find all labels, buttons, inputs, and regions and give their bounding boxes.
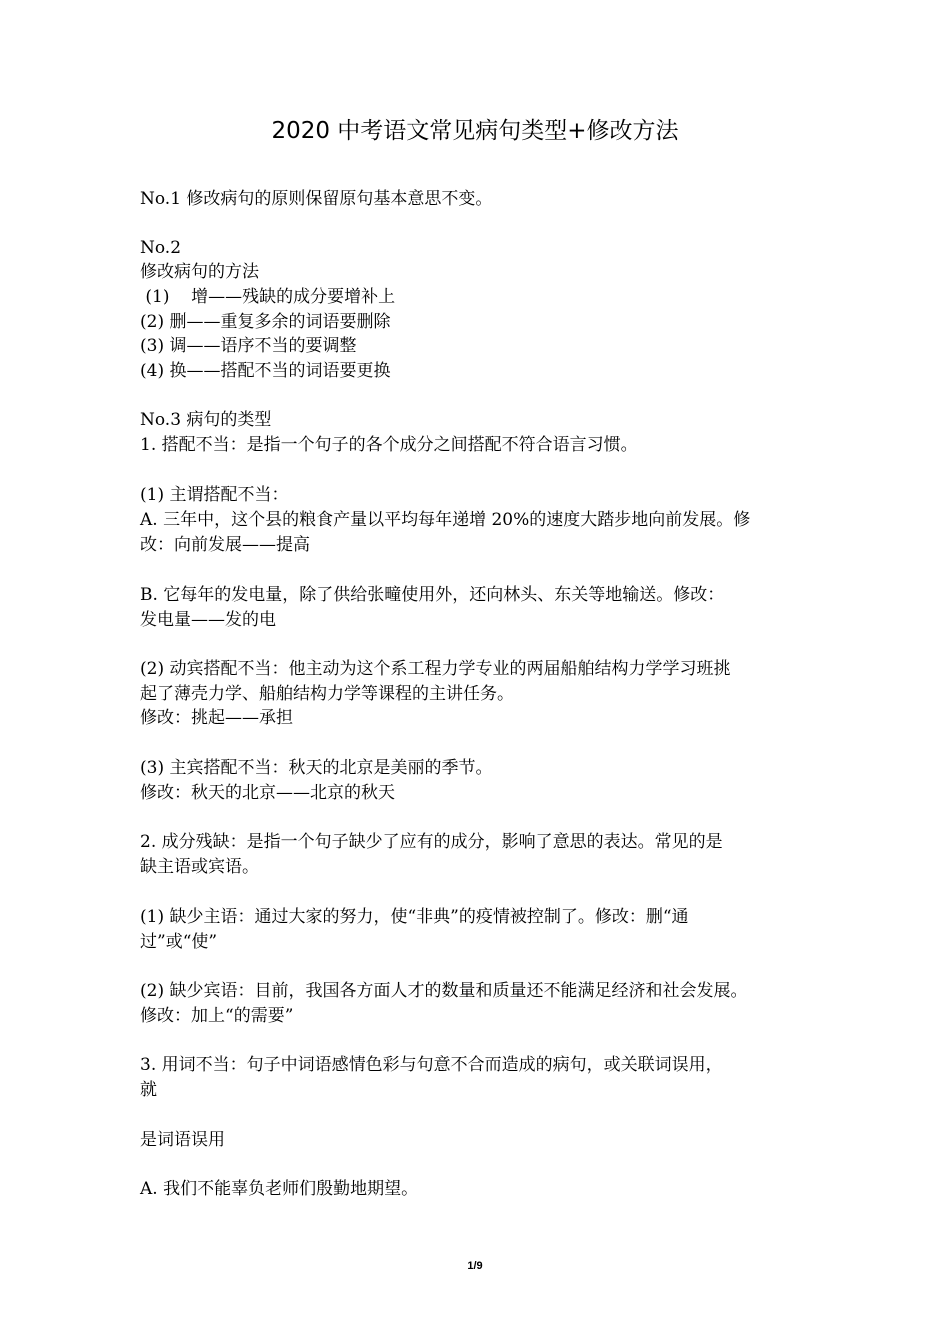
text-line: (2) 删——重复多余的词语要删除	[140, 312, 391, 332]
text-line: (2) 动宾搭配不当：他主动为这个系工程力学专业的两届船舶结构力学学习班挑	[140, 659, 731, 679]
text-line: 起了薄壳力学、船舶结构力学等课程的主讲任务。	[140, 684, 514, 704]
text-line: No.1 修改病句的原则保留原句基本意思不变。	[140, 189, 493, 209]
text-line: (3) 调——语序不当的要调整	[140, 336, 357, 356]
text-line: 就	[140, 1080, 157, 1100]
text-line: No.2	[140, 238, 182, 258]
text-line: 修改：加上“的需要”	[140, 1006, 294, 1026]
page-number: 1/9	[467, 1260, 483, 1272]
text-line: 修改病句的方法	[140, 262, 259, 282]
text-line: B. 它每年的发电量，除了供给张疃使用外，还向林头、东关等地输送。修改：	[140, 585, 725, 605]
text-line: 1. 搭配不当：是指一个句子的各个成分之间搭配不符合语言习惯。	[140, 435, 638, 455]
text-line: (1) 主谓搭配不当：	[140, 485, 289, 505]
text-line: (3) 主宾搭配不当：秋天的北京是美丽的季节。	[140, 758, 493, 778]
text-line: (4) 换——搭配不当的词语要更换	[140, 361, 391, 381]
text-line: (1) 缺少主语：通过大家的努力，使“非典”的疫情被控制了。修改：删“通	[140, 907, 689, 927]
text-line: 修改：秋天的北京——北京的秋天	[140, 783, 395, 803]
text-line: 修改：挑起——承担	[140, 708, 293, 728]
text-line: A. 我们不能辜负老师们殷勤地期望。	[140, 1179, 419, 1199]
text-line: 发电量——发的电	[140, 610, 276, 630]
text-line: 2. 成分残缺：是指一个句子缺少了应有的成分，影响了意思的表达。常见的是	[140, 832, 723, 852]
text-line: 过”或“使”	[140, 932, 218, 952]
text-line: 缺主语或宾语。	[140, 857, 259, 877]
text-line: (2) 缺少宾语：目前，我国各方面人才的数量和质量还不能满足经济和社会发展。	[140, 981, 748, 1001]
text-line: No.3 病句的类型	[140, 410, 272, 430]
document-title: 2020 中考语文常见病句类型+修改方法	[271, 118, 679, 144]
text-line: 改：向前发展——提高	[140, 535, 310, 555]
text-line: A. 三年中，这个县的粮食产量以平均每年递增 20%的速度大踏步地向前发展。修	[140, 510, 751, 530]
text-line: (1) 增——残缺的成分要增补上	[140, 287, 396, 307]
text-line: 3. 用词不当：句子中词语感情色彩与句意不合而造成的病句，或关联词误用，	[140, 1055, 723, 1075]
text-line: 是词语误用	[140, 1130, 225, 1150]
